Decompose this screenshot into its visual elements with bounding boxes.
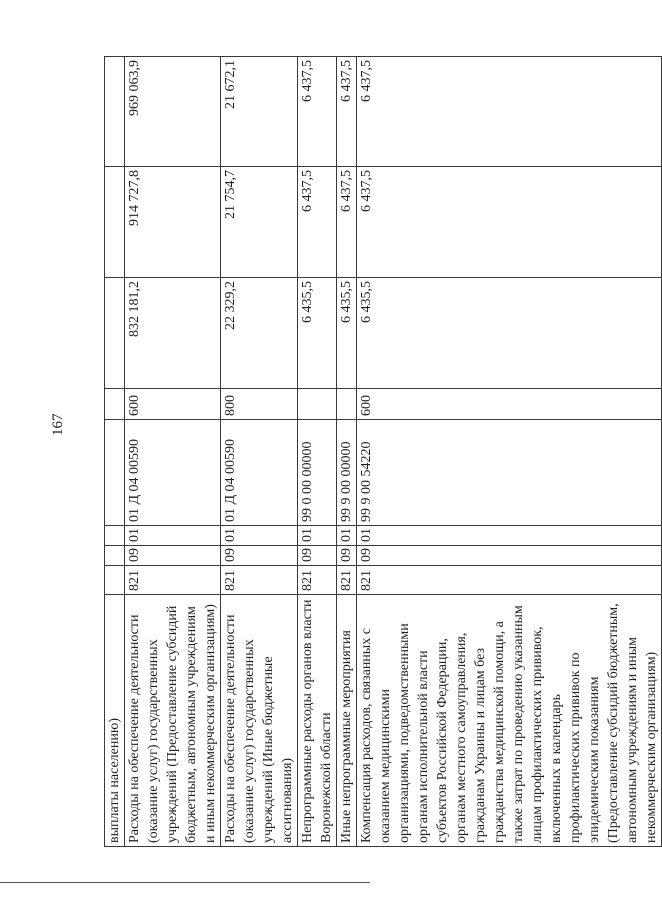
cell-grbs: 821 [357,566,662,595]
cell-grbs: 821 [125,566,221,595]
cell-amount-1: 6 435,5 [357,278,662,389]
table-row [221,57,298,847]
cell-vr: 600 [125,389,221,420]
cell-name: Расходы на обеспечение деятельности (оказание услуг) государственных учреждений (Иные бюджетные ассигнования) [221,595,298,847]
cell-csr: 99 0 00 00000 [298,420,337,526]
cell-pr: 01 [221,526,298,546]
cell-csr: 99 9 00 00000 [337,420,357,526]
cell-vr: 600 [357,389,662,420]
cell-pr: 01 [298,526,337,546]
cell-rz: 09 [125,546,221,566]
cell-grbs: 821 [221,566,298,595]
cell-amount-3: 6 437,5 [357,57,662,167]
cell-amount-1: 6 435,5 [337,278,357,389]
table-row [298,57,337,847]
cell-amount-3: 6 437,5 [298,57,337,167]
cell-amount-2: 914 727,8 [125,167,221,278]
table-row [357,57,662,847]
cell-pr: 01 [357,526,662,546]
cell-grbs: 821 [337,566,357,595]
cell-rz: 09 [357,546,662,566]
cell-amount-1: 832 181,2 [125,278,221,389]
cell-name: Компенсация расходов, связанных с оказанием медицинскими организациями, подведомственными органам исполнительной власти субъектов Российской Федерации, органам местного самоуправления, гражданам Украины и лицам без гражданства медицинской помощи, а также затрат по проведению указанным лицам профилактических прививок, включенных в календарь профилактических прививок по эпидемическим показаниям (Предоставление субсидий бюджетным, автономным учреждениям и иным некоммерческим организациям) [357,595,662,847]
cell-rz: 09 [298,546,337,566]
table-row [105,57,125,847]
cell-csr: 01 Д 04 00590 [125,420,221,526]
cell-name: Непрограммные расходы органов власти Воронежской области [298,595,337,847]
cell-amount-1: 22 329,2 [221,278,298,389]
footer-divider [0,882,370,883]
cell-pr: 01 [125,526,221,546]
cell-amount-1: 6 435,5 [298,278,337,389]
cell-amount-3: 6 437,5 [337,57,357,167]
cell-amount-2: 6 437,5 [357,167,662,278]
cell-amount-2: 21 754,7 [221,167,298,278]
cell-name: Расходы на обеспечение деятельности (оказание услуг) государственных учреждений (Предоставление субсидий бюджетным, автономным учреждениям и иным некоммерческим организациям) [125,595,221,847]
cell-amount-3: 969 063,9 [125,57,221,167]
cell-vr: 800 [221,389,298,420]
cell-name: Иные непрограммные мероприятия [337,595,357,847]
table-row [125,57,221,847]
cell-amount-2: 6 437,5 [337,167,357,278]
budget-table [104,56,662,847]
cell-vr [298,389,337,420]
rotated-table-container [104,57,659,847]
cell-pr: 01 [337,526,357,546]
cell-name: выплаты населению) [105,595,125,847]
cell-csr: 01 Д 04 00590 [221,420,298,526]
cell-vr [337,389,357,420]
cell-grbs: 821 [298,566,337,595]
table-row [337,57,357,847]
cell-rz: 09 [221,546,298,566]
cell-rz: 09 [337,546,357,566]
cell-amount-2: 6 437,5 [298,167,337,278]
page-number: 167 [50,413,66,436]
cell-csr: 99 9 00 54220 [357,420,662,526]
cell-amount-3: 21 672,1 [221,57,298,167]
